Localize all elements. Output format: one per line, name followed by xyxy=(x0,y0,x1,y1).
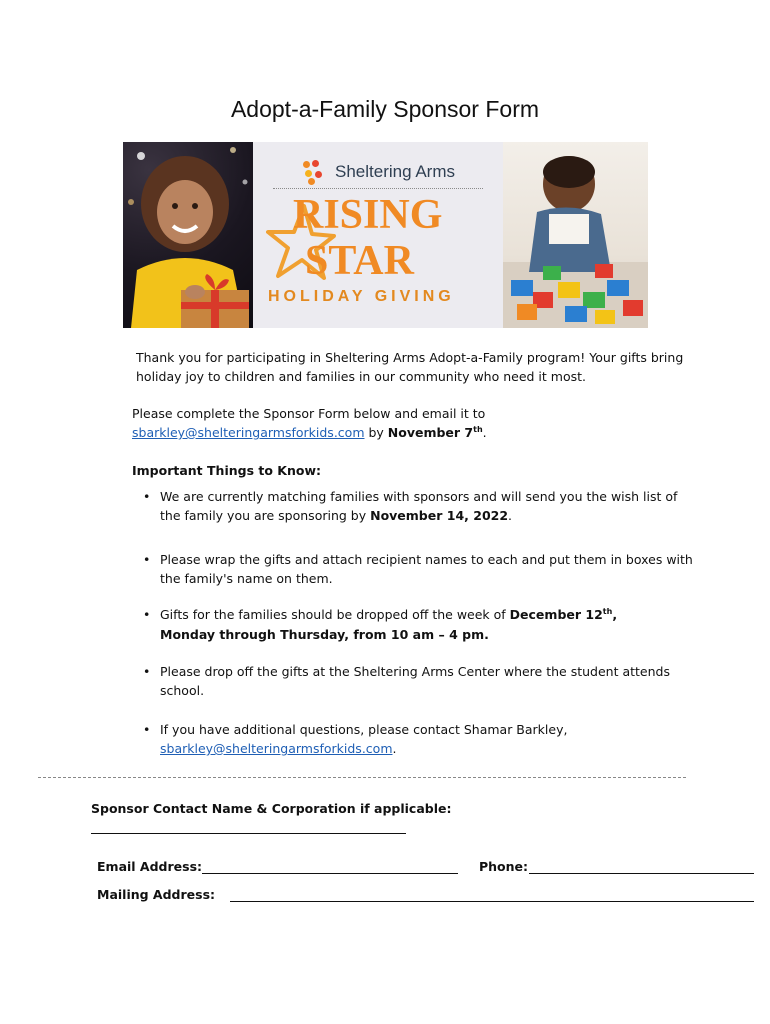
bullet-4-line-2: school. xyxy=(160,683,205,698)
headline-rising: RISING xyxy=(293,192,443,238)
b1-date: November 14, 2022 xyxy=(370,508,509,523)
instructions-end: . xyxy=(482,425,487,440)
page-title: Adopt-a-Family Sponsor Form xyxy=(230,96,540,122)
email-field[interactable] xyxy=(202,873,458,874)
bullet-icon: • xyxy=(143,664,151,679)
b3-date: December 12 xyxy=(509,607,603,622)
bullet-icon: • xyxy=(143,722,151,737)
mailing-address-label: Mailing Address: xyxy=(97,887,216,902)
b3-end: , xyxy=(612,607,618,622)
bullet-icon: • xyxy=(143,552,151,567)
b1-end: . xyxy=(508,508,513,523)
intro-line-1: Thank you for participating in Sheltering Arms Adopt-a-Family program! Your gifts bring xyxy=(136,350,684,365)
headline-star: STAR xyxy=(305,238,414,284)
important-heading: Important Things to Know: xyxy=(132,463,321,478)
instructions-line-1: Please complete the Sponsor Form below and email it to xyxy=(132,406,486,421)
sheltering-arms-logo xyxy=(303,160,455,184)
logo-divider xyxy=(273,188,483,189)
sponsor-email-link[interactable]: sbarkley@shelteringarmsforkids.com xyxy=(132,425,365,440)
tagline: HOLIDAY GIVING xyxy=(268,288,455,305)
b5-end: . xyxy=(392,741,397,756)
bullet-5-line-1: If you have additional questions, please contact Shamar Barkley, xyxy=(160,722,568,737)
cut-line-divider xyxy=(38,777,686,778)
deadline-sup: th xyxy=(473,424,483,434)
phone-label: Phone: xyxy=(479,859,529,874)
email-label: Email Address: xyxy=(97,859,203,874)
intro-line-2: holiday joy to children and families in our community who need it most. xyxy=(136,369,586,384)
sponsor-contact-label: Sponsor Contact Name & Corporation if applicable: xyxy=(91,801,452,816)
logo-dots-icon xyxy=(303,160,327,184)
bullet-icon: • xyxy=(143,607,151,622)
phone-field[interactable] xyxy=(529,873,754,874)
b3-text: Gifts for the families should be dropped off the week of xyxy=(160,607,510,622)
by-text: by xyxy=(364,425,388,440)
boy-with-blocks-photo xyxy=(503,142,648,328)
banner-image xyxy=(123,142,648,328)
bullet-4-line-1: Please drop off the gifts at the Sheltering Arms Center where the student attends xyxy=(160,664,670,679)
bullet-1-line-2 xyxy=(160,506,512,525)
bullet-5-line-2 xyxy=(160,739,396,758)
bullet-3-line-2: Monday through Thursday, from 10 am – 4 pm. xyxy=(160,627,489,642)
mailing-address-field[interactable] xyxy=(230,901,754,902)
bullet-2-line-2: the family's name on them. xyxy=(160,571,333,586)
bullet-1-line-1: We are currently matching families with sponsors and will send you the wish list of xyxy=(160,489,678,504)
contact-email-link[interactable]: sbarkley@shelteringarmsforkids.com xyxy=(160,741,393,756)
logo-text: Sheltering Arms xyxy=(335,162,455,181)
instructions-line-2 xyxy=(132,423,487,442)
sponsor-contact-field[interactable] xyxy=(91,833,406,834)
bullet-3-line-1 xyxy=(160,605,617,624)
b1-text: the family you are sponsoring by xyxy=(160,508,371,523)
bullet-2-line-1: Please wrap the gifts and attach recipient names to each and put them in boxes with xyxy=(160,552,693,567)
bullet-icon: • xyxy=(143,489,151,504)
girl-with-gift-photo xyxy=(123,142,253,328)
b3-sup: th xyxy=(602,606,613,616)
deadline-date: November 7 xyxy=(387,425,474,440)
